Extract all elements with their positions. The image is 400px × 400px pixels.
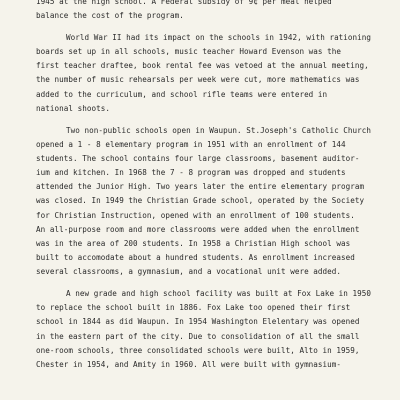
text-line: school in 1844 as did Waupun. In 1954 Washington Elelentary was opened [36, 317, 360, 327]
text-line: Chester in 1954, and Amity in 1960. All were built with gymnasium- [36, 360, 342, 369]
text-line: the number of music rehearsals per week were cut, more mathematics was [36, 75, 360, 85]
text-line: 1945 at the high school. A Federal subsidy of 9¢ per meal helped [36, 0, 332, 6]
text-line: World War II had its impact on the schools in 1942, with rationing [66, 32, 372, 42]
text-line: An all-purpose room and more classrooms were added when the enrollment [36, 224, 360, 234]
text-line: ium and kitchen. In 1968 the 7 - 8 program was dropped and students [36, 168, 346, 178]
text-line: one-room schools, three consolidated schools were built, Alto in 1959, [36, 345, 360, 355]
page-text [36, 0, 376, 372]
text-line: in the eastern part of the city. Due to consolidation of all the small [36, 331, 360, 341]
text-line: added to the curriculum, and school rifle teams were entered in [36, 89, 328, 99]
text-line: national shoots. [36, 103, 110, 113]
text-line: Two non-public schools open in Waupun. St.Joseph's Catholic Church [66, 125, 372, 135]
text-line: opened a 1 - 8 elementary program in 1951 with an enrollment of 144 [36, 139, 346, 149]
text-line: was closed. In 1949 the Christian Grade school, operated by the Society [36, 196, 365, 206]
text-line: boards set up in all schools, music teacher Howard Evenson was the [36, 47, 342, 57]
text-line: students. The school contains four large classrooms, basement auditor- [36, 153, 360, 163]
text-line: to replace the school built in 1886. Fox Lake too opened their first [36, 303, 351, 313]
paragraph [36, 287, 376, 372]
text-line: attended the Junior High. Two years later the entire elementary program [36, 182, 365, 192]
paragraph [36, 31, 376, 116]
paragraph [36, 124, 376, 280]
text-line: was in the area of 200 students. In 1958 a Christian High school was [36, 239, 351, 248]
text-line: first teacher draftee, book rental fee was vetoed at the annual meeting, [36, 61, 369, 71]
text-line: several classrooms, a gymnasium, and a vocational unit were added. [36, 267, 342, 277]
text-line: A new grade and high school facility was built at Fox Lake in 1950 [66, 289, 372, 299]
text-line: for Christian Instruction, opened with an enrollment of 100 students. [36, 210, 355, 220]
text-line: balance the cost of the program. [36, 11, 184, 21]
text-line: built to accomodate about a hundred students. As enrollment increased [36, 253, 355, 263]
paragraph [36, 0, 376, 23]
